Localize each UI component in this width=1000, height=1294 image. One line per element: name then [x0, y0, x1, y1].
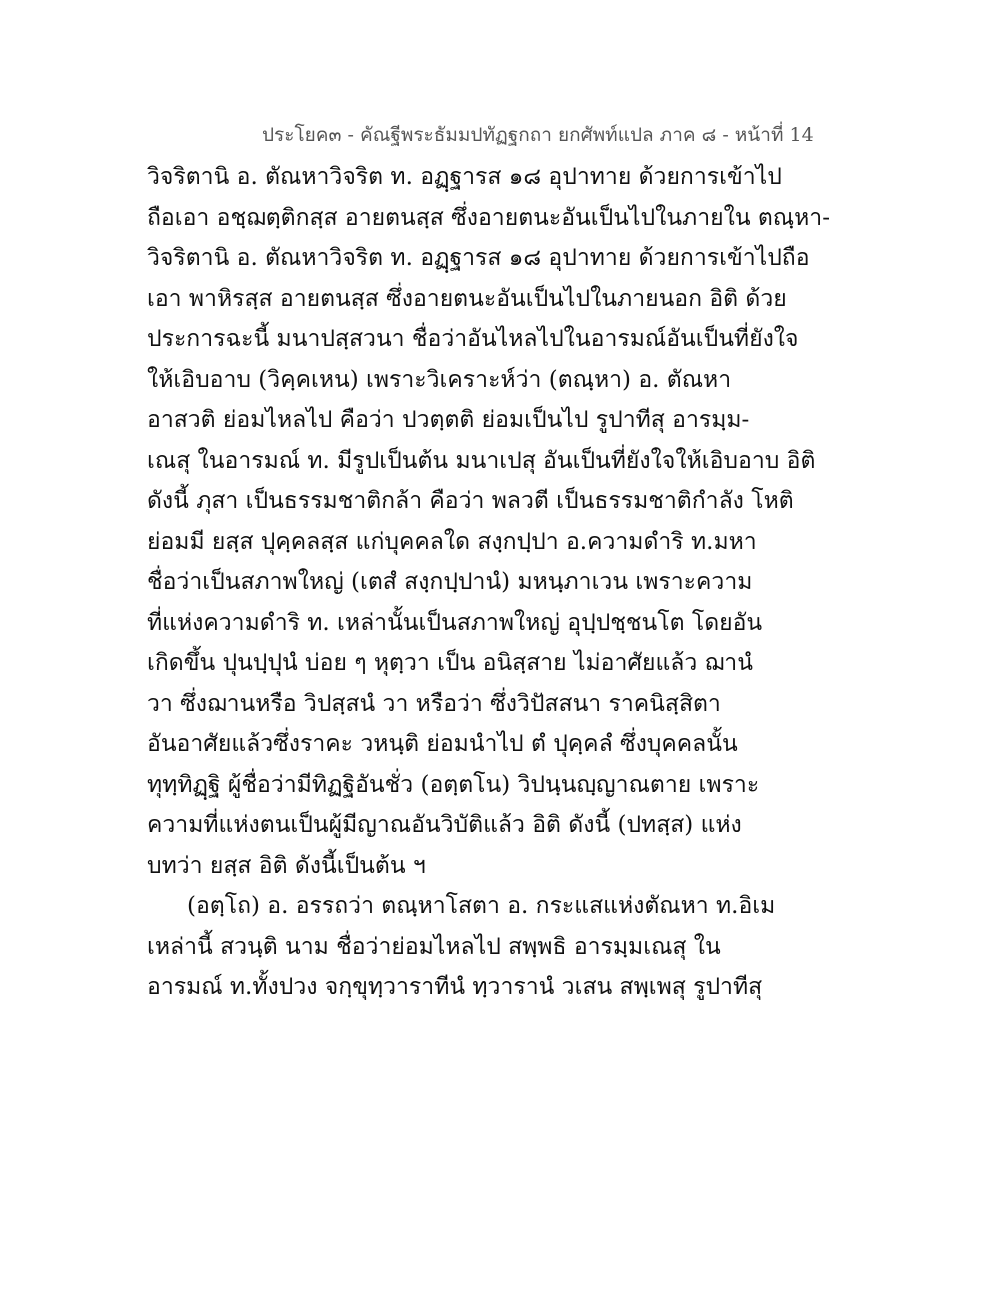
text-line: อาสวติ ย่อมไหลไป คือว่า ปวตฺตติ ย่อมเป็นไป รูปาทีสุ อารมฺม- — [147, 407, 750, 433]
text-line: บทว่า ยสฺส อิติ ดังนี้เป็นต้น ฯ — [147, 852, 426, 879]
text-line: เณสุ ในอารมณ์ ท. มีรูปเป็นต้น มนาเปสุ อันเป็นที่ยังใจให้เอิบอาบ อิติ — [147, 447, 816, 474]
text-line: อารมณ์ ท.ทั้งปวง จกฺขุทฺวาราทีนํ ทฺวารานํ วเสน สพฺเพสุ รูปาทีสุ — [147, 974, 763, 1000]
text-line: วิจริตานิ อ. ตัณหาวิจริต ท. อฏฺฐารส ๑๘ อุปาทาย ด้วยการเข้าไป — [147, 164, 782, 190]
text-line: ทุทฺทิฏฺฐิ ผู้ชื่อว่ามีทิฏฐิอันชั่ว (อตฺตโน) วิปนฺนญฺญาณตาย เพราะ — [147, 771, 760, 798]
text-line: ที่แห่งความดำริ ท. เหล่านั้นเป็นสภาพใหญ่ อุปฺปชฺชนโต โดยอัน — [147, 609, 763, 636]
text-line: วิจริตานิ อ. ตัณหาวิจริต ท. อฏฺฐารส ๑๘ อุปาทาย ด้วยการเข้าไปถือ — [147, 245, 810, 271]
body-text — [147, 157, 830, 1008]
text-line: ชื่อว่าเป็นสภาพใหญ่ (เตสํ สงฺกปฺปานํ) มหนฺภาเวน เพราะความ — [147, 569, 753, 595]
page-header — [0, 122, 1000, 148]
text-line: ให้เอิบอาบ (วิคฺคเหน) เพราะวิเคราะห์ว่า (ตณฺหา) อ. ตัณหา — [147, 366, 732, 393]
text-line: อันอาศัยแล้วซึ่งราคะ วหนฺติ ย่อมนำไป ตํ ปุคฺคลํ ซึ่งบุคคลนั้น — [147, 731, 738, 757]
text-line: ย่อมมี ยสฺส ปุคฺคลสฺส แก่บุคคลใด สงฺกปฺปา อ.ความดำริ ท.มหา — [147, 528, 757, 555]
text-line: เอา พาหิรสฺส อายตนสฺส ซึ่งอายตนะอันเป็นไปในภายนอก อิติ ด้วย — [147, 285, 787, 312]
paragraph-start-line: (อตฺโถ) อ. อรรถว่า ตณฺหาโสตา อ. กระแสแห่งตัณหา ท.อิเม — [187, 893, 776, 919]
text-line: ถือเอา อชฺฌตฺติกสฺส อายตนสฺส ซึ่งอายตนะอันเป็นไปในภายใน ตณฺหา- — [147, 204, 830, 231]
text-line: เหล่านี้ สวนฺติ นาม ชื่อว่าย่อมไหลไป สพฺพธิ อารมฺมเณสุ ใน — [147, 933, 721, 960]
text-line: ประการฉะนี้ มนาปสฺสวนา ชื่อว่าอันไหลไปในอารมณ์อันเป็นที่ยังใจ — [147, 326, 799, 352]
text-line: วา ซึ่งฌานหรือ วิปสฺสนํ วา หรือว่า ซึ่งวิปัสสนา ราคนิสฺสิตา — [147, 690, 721, 717]
text-line: เกิดขึ้น ปุนปฺปุนํ บ่อย ๆ หุตฺวา เป็น อนิสฺสาย ไม่อาศัยแล้ว ฌานํ — [147, 650, 753, 676]
text-line: ดังนี้ ภุสา เป็นธรรมชาติกล้า คือว่า พลวตี เป็นธรรมชาติกำลัง โหติ — [147, 488, 794, 514]
text-line: ความที่แห่งตนเป็นผู้มีญาณอันวิบัติแล้ว อิติ ดังนี้ (ปทสฺส) แห่ง — [147, 812, 742, 838]
running-title: ประโยค๓ - คัณฐีพระธัมมปทัฏฐกถา ยกศัพท์แปล ภาค ๘ - หน้าที่ 14 — [262, 124, 814, 146]
